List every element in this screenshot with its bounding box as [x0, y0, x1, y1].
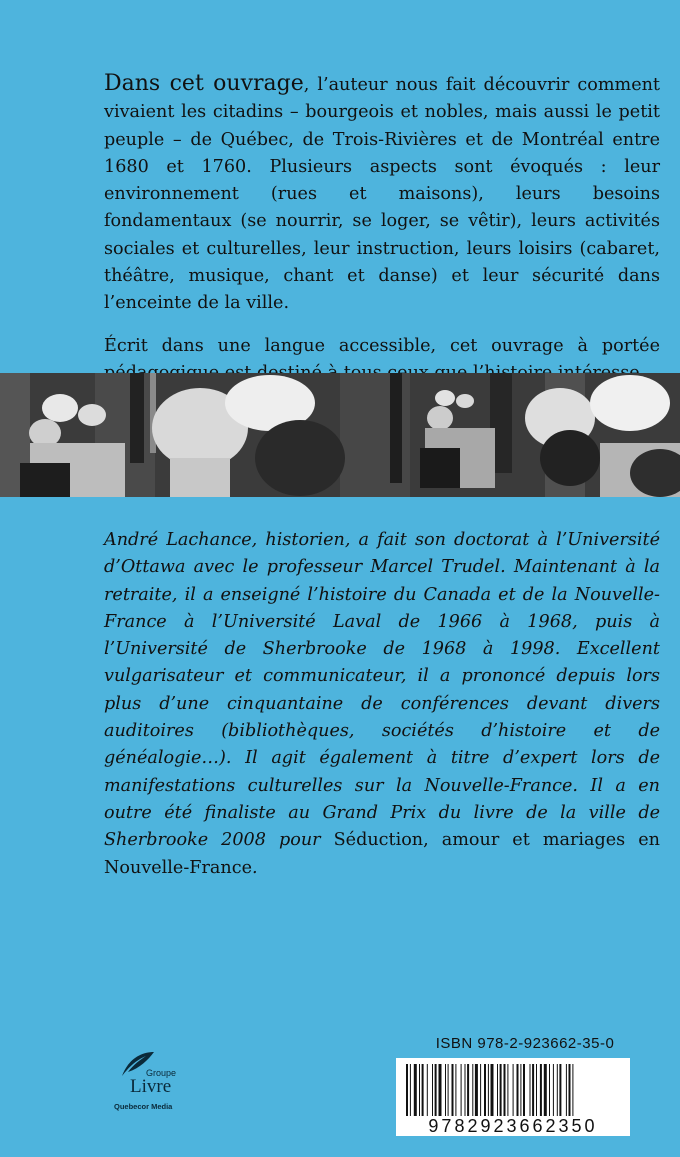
logo-groupe-text: Groupe	[146, 1068, 177, 1078]
bio-text: André Lachance, historien, a fait son doctorat à l’Université d’Ottawa avec le professeur Marcel Trudel. Maintenant à la retraite, il a enseigné l’histoire du Canada et de la Nouvelle-France à l’Université Laval de 1966 à 1968, puis à l’Université de Sherbrooke de 1968 à 1998. Excellent vulgarisateur et communicateur, il a prononcé depuis lors plus d’une cinquantaine de conférences devant divers auditoires (bibliothèques, sociétés d’histoire et de généalogie…). Il agit également à titre d’expert lors de manifestations culturelles sur la Nouvelle-France. Il a en outre été finaliste au Grand Prix du livre de la ville de Sherbrooke 2008 pour	[104, 530, 660, 851]
author-biography	[104, 527, 660, 882]
summary-paragraph-2: Écrit dans une langue accessible, cet ouvrage à portée	[104, 335, 660, 356]
logo-livre-text: Livre	[130, 1076, 172, 1097]
summary-p1-text: , l’auteur nous fait découvrir comment vivaient les citadins – bourgeois et nobles, mais aussi le petit peuple – de Québec, de Trois-Rivières et de Montréal entre 1680 et 1760. Plusieurs aspects sont évoqués : leur environnement (rues et maisons), leurs besoins fondamentaux (se nourrir, se loger, se vêtir), leurs activités sociales et culturelles, leur instruction, leurs loisirs (cabaret, théâtre, musique, chant et danse) et leur sécurité dans l’enceinte de la ville.	[104, 75, 661, 314]
isbn-label: ISBN 978-2-923662-35-0	[435, 1035, 615, 1052]
barcode	[396, 1058, 630, 1136]
barcode-bars	[406, 1064, 620, 1116]
photo-illustration	[0, 373, 680, 497]
bio-book-title: Séduction, amour et mariages en Nouvelle-France	[104, 830, 660, 878]
logo-media-text: Quebecor Media	[114, 1102, 173, 1111]
barcode-digits: 9782923662350	[428, 1116, 598, 1136]
bio-end: .	[251, 857, 258, 878]
book-summary	[104, 70, 660, 402]
summary-lead: Dans cet ouvrage	[104, 71, 304, 96]
publisher-logo	[108, 1050, 188, 1120]
photo-strip	[0, 373, 680, 497]
summary-paragraph-1	[104, 70, 660, 318]
